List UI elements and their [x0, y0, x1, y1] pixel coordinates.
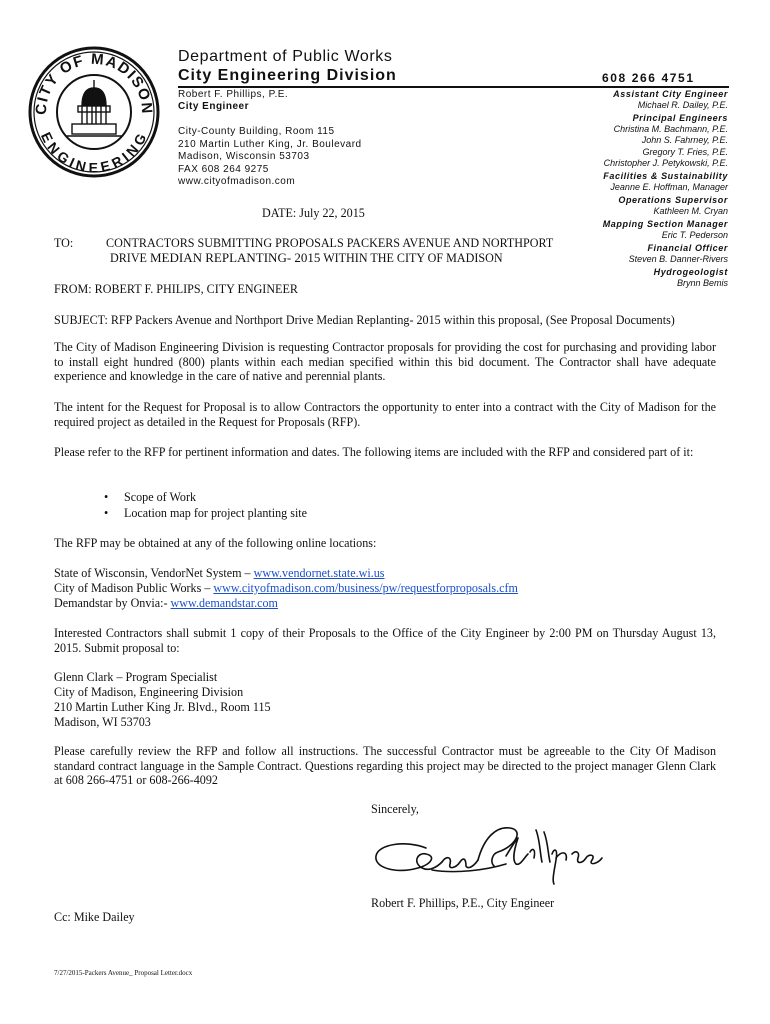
rfp-location — [54, 596, 278, 611]
address-line: City-County Building, Room 115 — [178, 126, 335, 137]
staff-role: Hydrogeologist — [653, 266, 728, 277]
rfp-intro: The RFP may be obtained at any of the following online locations: — [54, 536, 377, 550]
engineer-name: Robert F. Phillips, P.E. — [178, 89, 289, 100]
rfp-location — [54, 581, 518, 596]
bullet-icon: • — [104, 490, 109, 504]
list-item-text: Location map for project planting site — [124, 506, 308, 520]
staff-name: Kathleen M. Cryan — [653, 205, 728, 216]
signer-name: Robert F. Phillips, P.E., City Engineer — [371, 896, 555, 910]
body-paragraph: Please refer to the RFP for pertinent information and dates. The following items are included with the RFP and considered part of it: — [54, 445, 694, 459]
staff-name: Christopher J. Petykowski, P.E. — [603, 157, 728, 168]
staff-name: Gregory T. Fries, P.E. — [642, 146, 728, 157]
staff-role: Operations Supervisor — [618, 194, 728, 205]
cc-line: Cc: Mike Dailey — [54, 910, 135, 924]
contact-line: City of Madison, Engineering Division — [54, 685, 244, 699]
staff-role: Assistant City Engineer — [613, 89, 728, 99]
svg-text:CITY OF MADISON: CITY OF MADISON — [32, 50, 156, 116]
contact-line: Madison, WI 53703 — [54, 715, 151, 729]
letter-date: DATE: July 22, 2015 — [262, 206, 365, 220]
office-address — [178, 126, 362, 189]
file-footer: 7/27/2015-Packers Avenue_ Proposal Letter.docx — [54, 969, 193, 977]
staff-group — [488, 267, 728, 289]
submission-paragraph: Interested Contractors shall submit 1 copy of their Proposals to the Office of the City Engineer by 2:00 PM on Thursday August 13, 2015. Submit proposal to: — [54, 626, 716, 655]
city-rfp-link[interactable]: www.cityofmadison.com/business/pw/requestforproposals.cfm — [213, 581, 518, 595]
staff-name: Brynn Bemis — [676, 277, 728, 288]
staff-name: Eric T. Pederson — [661, 229, 728, 240]
staff-directory — [488, 89, 728, 291]
handwritten-signature — [366, 818, 606, 890]
staff-role: Principal Engineers — [632, 113, 728, 123]
location-label: State of Wisconsin, VendorNet System – — [54, 566, 254, 580]
vendornet-link[interactable]: www.vendornet.state.wi.us — [253, 566, 385, 580]
staff-role: Mapping Section Manager — [602, 218, 728, 229]
subject-line: SUBJECT: RFP Packers Avenue and Northport Drive Median Replanting- 2015 within this proposal, (See Proposal Documents) — [54, 313, 675, 327]
division-phone: 608 266 4751 — [602, 71, 695, 85]
staff-group — [488, 113, 728, 169]
location-label: City of Madison Public Works – — [54, 581, 214, 595]
staff-name: Christina M. Bachmann, P.E. — [613, 124, 728, 135]
svg-text:ENGINEERING: ENGINEERING — [37, 129, 151, 176]
recipient-text: WITHIN THE CITY OF MADISON — [320, 251, 503, 265]
contact-line: Glenn Clark – Program Specialist — [54, 670, 218, 684]
from-line: FROM: ROBERT F. PHILIPS, CITY ENGINEER — [54, 282, 298, 296]
city-seal-logo — [26, 40, 162, 180]
address-line: Madison, Wisconsin 53703 — [178, 151, 310, 162]
header-rule — [178, 86, 729, 88]
bullet-icon: • — [104, 506, 109, 520]
staff-role: Financial Officer — [647, 242, 728, 253]
body-paragraph: The intent for the Request for Proposal is to allow Contractors the opportunity to enter into a contract with the City of Madison for the required project as detailed in the Request for Proposals (RFP). — [54, 400, 716, 429]
staff-name: John S. Fahrney, P.E. — [641, 135, 728, 146]
recipient-line: CONTRACTORS SUBMITTING PROPOSALS PACKERS AVENUE AND NORTHPORT — [106, 236, 554, 250]
staff-role: Facilities & Sustainability — [603, 170, 728, 181]
department-name: Department of Public Works — [178, 48, 393, 65]
closing: Sincerely, — [371, 802, 419, 816]
division-name: City Engineering Division — [178, 67, 397, 84]
to-label: TO: — [54, 236, 74, 250]
address-line: 210 Martin Luther King, Jr. Boulevard — [178, 138, 362, 150]
staff-name: Jeanne E. Hoffman, Manager — [610, 181, 728, 192]
staff-group — [488, 195, 728, 217]
body-paragraph: Please carefully review the RFP and follow all instructions. The successful Contractor must be agreeable to the City Of Madison standard contract language in the Sample Contract. Questions regarding this project may be directed to the project manager Glenn Clark at 608 266-4751 or 608-266-4092 — [54, 744, 716, 787]
engineer-title: City Engineer — [178, 101, 249, 112]
staff-group — [488, 89, 728, 111]
contact-line: 210 Martin Luther King Jr. Blvd., Room 115 — [54, 700, 271, 714]
website: www.cityofmadison.com — [178, 176, 296, 187]
demandstar-link[interactable]: www.demandstar.com — [170, 596, 278, 610]
recipient-project: MEDIAN REPLANTING- 2015 — [149, 250, 321, 265]
staff-group — [488, 171, 728, 193]
staff-name: Steven B. Danner-Rivers — [628, 253, 728, 264]
recipient-text: DRIVE — [110, 251, 150, 265]
location-label: Demandstar by Onvia:- — [54, 596, 171, 610]
rfp-location — [54, 566, 385, 581]
staff-name: Michael R. Dailey, P.E. — [637, 100, 728, 111]
body-paragraph: The City of Madison Engineering Division is requesting Contractor proposals for providing the cost for purchasing and providing labor to install eight hundred (800) plants within each median specified within this bid document. The Contractor shall have adequate experience and knowledge in the care of native and perennial plants. — [54, 340, 716, 383]
fax-number: FAX 608 264 9275 — [178, 163, 269, 175]
recipient-line-2 — [110, 251, 503, 266]
list-item-text: Scope of Work — [124, 490, 197, 504]
